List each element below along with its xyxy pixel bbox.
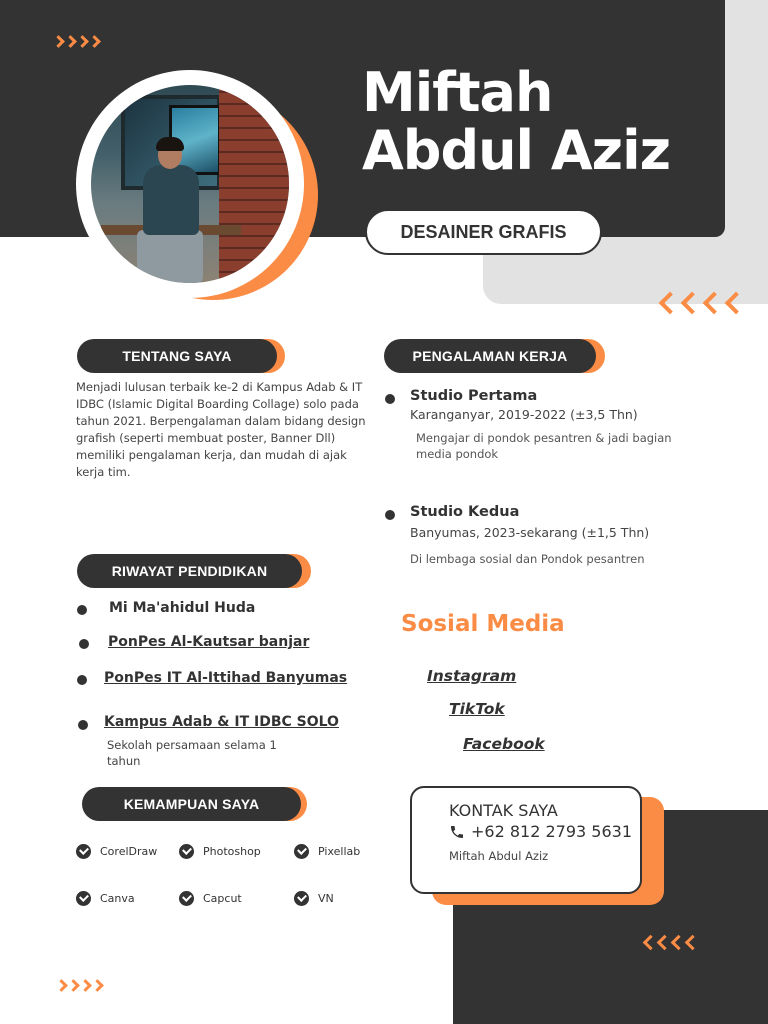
check-circle-icon xyxy=(294,891,309,906)
bullet-dot-icon xyxy=(78,720,88,730)
experience-label: PENGALAMAN KERJA xyxy=(384,339,596,373)
contact-name: Miftah Abdul Aziz xyxy=(449,849,549,863)
skill-item: Pixellab xyxy=(294,844,360,859)
skills-label: KEMAMPUAN SAYA xyxy=(82,787,301,821)
check-circle-icon xyxy=(179,844,194,859)
about-label: TENTANG SAYA xyxy=(77,339,277,373)
first-name: Miftah xyxy=(362,61,553,124)
check-circle-icon xyxy=(76,891,91,906)
skill-item: Canva xyxy=(76,891,135,906)
education-note: Sekolah persamaan selama 1 tahun xyxy=(107,738,277,768)
bullet-dot-icon xyxy=(79,639,89,649)
social-heading: Sosial Media xyxy=(401,611,565,637)
check-circle-icon xyxy=(294,844,309,859)
skill-item: CorelDraw xyxy=(76,844,157,859)
role-badge: DESAINER GRAFIS xyxy=(365,209,602,255)
contact-heading: KONTAK SAYA xyxy=(449,801,558,820)
chevron-right-icon xyxy=(57,981,105,990)
phone-icon xyxy=(449,824,465,840)
job-title: Studio Pertama xyxy=(410,388,538,404)
profile-photo xyxy=(91,85,289,283)
skill-item: Capcut xyxy=(179,891,242,906)
education-item: PonPes IT Al-Ittihad Banyumas xyxy=(104,670,348,686)
about-text: Menjadi lulusan terbaik ke-2 di Kampus Adab & IT IDBC (Islamic Digital Boarding Collage) solo pada tahun 2021. Berpengalaman dalam bidang design grafish (seperti membuat poster, Banner Dll) memiliki pengalaman kerja, dan mudah di ajak kerja tim. xyxy=(76,380,366,479)
job-description: Di lembaga sosial dan Pondok pesantren xyxy=(410,552,645,566)
education-item: Mi Ma'ahidul Huda xyxy=(109,600,256,616)
check-circle-icon xyxy=(76,844,91,859)
education-item: Kampus Adab & IT IDBC SOLO xyxy=(104,714,339,730)
bullet-dot-icon xyxy=(77,605,87,615)
last-name: Abdul Aziz xyxy=(362,119,671,182)
bullet-dot-icon xyxy=(385,394,395,404)
social-link-tiktok[interactable]: TikTok xyxy=(449,700,505,718)
skill-item: Photoshop xyxy=(179,844,261,859)
bullet-dot-icon xyxy=(385,510,395,520)
contact-phone[interactable]: +62 812 2793 5631 xyxy=(449,822,632,841)
job-description: Mengajar di pondok pesantren & jadi bagian media pondok xyxy=(416,431,672,461)
job-meta: Karanganyar, 2019-2022 (±3,5 Thn) xyxy=(410,407,638,422)
skill-item: VN xyxy=(294,891,334,906)
chevron-left-icon xyxy=(662,295,750,311)
social-link-instagram[interactable]: Instagram xyxy=(427,667,517,685)
social-link-facebook[interactable]: Facebook xyxy=(463,735,545,753)
job-title: Studio Kedua xyxy=(410,504,520,520)
person-name xyxy=(362,61,671,182)
chevron-right-icon xyxy=(54,37,102,46)
bullet-dot-icon xyxy=(77,675,87,685)
job-meta: Banyumas, 2023-sekarang (±1,5 Thn) xyxy=(410,525,650,540)
chevron-left-icon xyxy=(645,937,701,948)
check-circle-icon xyxy=(179,891,194,906)
education-item: PonPes Al-Kautsar banjar xyxy=(108,634,310,650)
education-label: RIWAYAT PENDIDIKAN xyxy=(77,554,302,588)
